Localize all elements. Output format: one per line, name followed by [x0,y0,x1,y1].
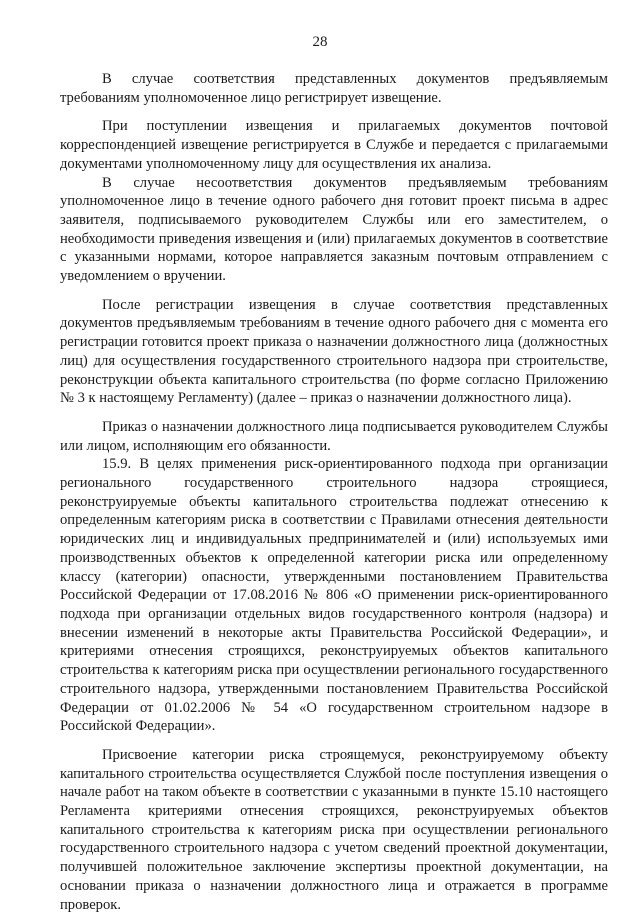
paragraph-postal-receipt: При поступлении извещения и прилагаемых документов почтовой корреспонденцией извещение регистрируется в Службе и передается с прилагаемыми документами уполномоченному лицу для осуществления их анализа. [60,118,608,172]
paragraph-registration: В случае соответствия представленных документов предъявляемым требованиям уполномоченное лицо регистрирует извещение. [60,71,608,106]
paragraph-order-signing: Приказ о назначении должностного лица подписывается руководителем Службы или лицом, исполняющим его обязанности. [60,418,608,454]
paragraph-order-draft: После регистрации извещения в случае соответствия представленных документов предъявляемым требованиям в течение одного рабочего дня с момента его регистрации готовится проект приказа о назначении должностного лица (должностных лиц) для осуществления государственного строительного надзора при строительстве, реконструкции объекта капитального строительства (по форме согласно Приложению № 3 к настоящему Регламенту) (далее – приказ о назначении должностного лица). [60,296,608,407]
paragraph-nonconformity: В случае несоответствия документов предъявляемым требованиям уполномоченное лицо в течение одного рабочего дня готовит проект письма в адрес заявителя, подписываемого руководителем Службы или его заместителем, о необходимости приведения извещения и (или) прилагаемых документов в соответствие с указанными нормами, которое направляется заказным почтовым отправлением с уведомлением о вручении. [60,174,608,285]
document-body [60,70,608,914]
paragraph-risk-category: Присвоение категории риска строящемуся, реконструируемому объекту капитального строительства осуществляется Службой после поступления извещения о начале работ на таком объекте в соответствии с указанными в пункте 15.10 настоящего Регламента критериями отнесения строящихся, реконструируемых объектов капитального строительства к категориям риска при осуществлении регионального государственного строительного надзора с учетом сведений проектной документации, получившей положительное заключение экспертизы проектной документации, на основании приказа о назначении должностного лица и отражается в программе проверок. [60,746,608,913]
page-number: 28 [312,34,328,50]
paragraph-section-15-9: 15.9. В целях применения риск-ориентированного подхода при организации регионального государственного строительного надзора строящиеся, реконструируемые объекты капитального строительства подлежат отнесению к определенным категориям риска в соответствии с Правилами отнесения деятельности юридических лиц и индивидуальных предпринимателей и (или) используемых ими производственных объектов к определенной категории риска или определенному классу (категории) опасности, утвержденными постановлением Правительства Российской Федерации от 17.08.2016 № 806 «О применении риск-ориентированного подхода при организации отдельных видов государственного контроля (надзора) и внесении изменений в некоторые акты Правительства Российской Федерации», и критериями отнесения строящихся, реконструируемых объектов капитального строительства к категориям риска при осуществлении регионального государственного строительного надзора, утвержденными постановлением Правительства Российской Федерации от 01.02.2006 № 54 «О государственном строительном надзоре в Российской Федерации». [60,456,608,735]
